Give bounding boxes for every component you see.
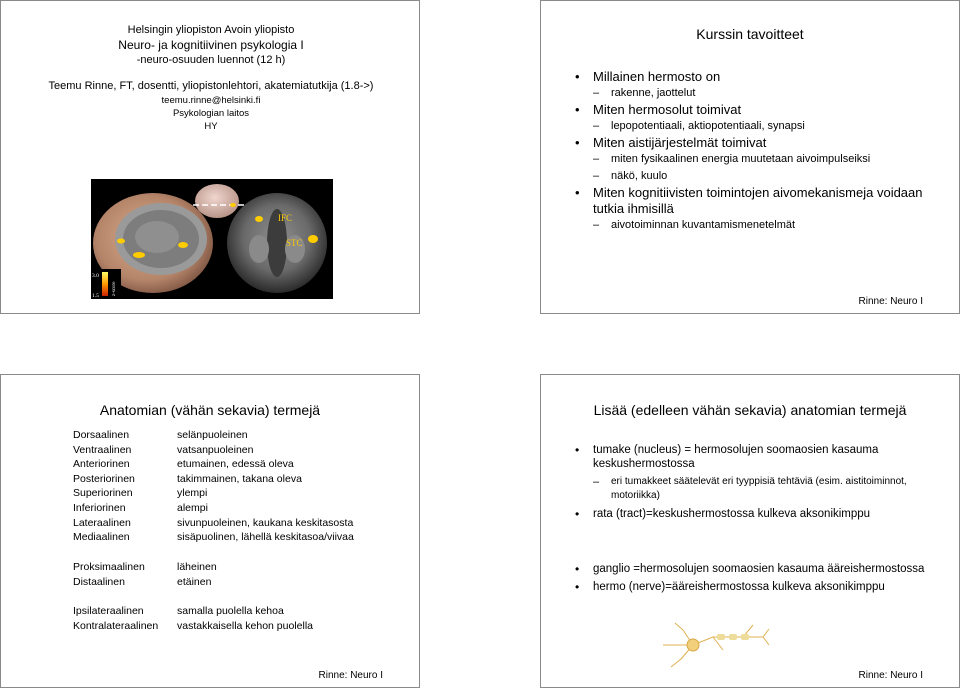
pns-terms-list (575, 562, 941, 598)
table-row (73, 619, 313, 634)
scale-max-label: 3.0 (92, 273, 99, 279)
activation-spot (178, 242, 188, 248)
goal-item: • Millainen hermosto on (575, 69, 939, 85)
course-title: Neuro- ja kognitiivinen psykologia I (118, 38, 304, 52)
slide-title: Lisää (edelleen vähän sekavia) anatomian termejä (593, 402, 907, 418)
definition: samalla puolella kehoa (177, 605, 284, 617)
term-item: • hermo (nerve)=ääreishermostossa kulkeva aksonikimppu (575, 580, 941, 594)
table-row (73, 560, 217, 575)
term: Kontralateraalinen (73, 619, 159, 632)
slide-title: Kurssin tavoitteet (696, 26, 804, 42)
distance-terms-table (73, 560, 217, 589)
definition: etumainen, edessä oleva (177, 458, 294, 471)
definition: sisäpuolinen, lähellä keskitasoa/viivaa (177, 531, 354, 544)
table-row (73, 604, 313, 619)
lecturer-email: teemu.rinne@helsinki.fi (161, 95, 261, 106)
goal-subitem: – rakenne, jaottelut (575, 85, 939, 101)
table-row (73, 575, 217, 590)
title-slide (0, 0, 420, 314)
lecturer-line: Teemu Rinne, FT, dosentti, yliopistonlehtori, akatemiatutkija (1.8->) (48, 80, 374, 92)
directional-terms-table (73, 428, 354, 545)
term: Anteriorinen (73, 458, 130, 471)
goal-subitem: – miten fysikaalinen energia muutetaan aivoimpulseiksi (575, 151, 939, 167)
term-item: • tumake (nucleus) = hermosolujen soomaosien kasauma keskushermostossa (575, 443, 941, 471)
term: Lateraalinen (73, 516, 131, 529)
course-goals-slide (540, 0, 960, 314)
definition: sivunpuoleinen, kaukana keskitasosta (177, 516, 354, 529)
ifc-label: IFC (278, 213, 293, 223)
table-row (73, 530, 354, 545)
university-line: Helsingin yliopiston Avoin yliopisto (127, 24, 295, 36)
slide-footer: Rinne: Neuro I (858, 670, 923, 681)
goal-subitem: – lepopotentiaali, aktiopotentiaali, synapsi (575, 118, 939, 134)
brain-activation-figure (91, 179, 333, 299)
slide-footer: Rinne: Neuro I (318, 670, 383, 681)
scale-unit-label: z-score (112, 281, 117, 296)
definition: läheinen (177, 561, 217, 573)
table-row (73, 486, 354, 501)
definition: vatsanpuoleinen (177, 443, 254, 456)
title-slide-header (1, 23, 420, 133)
term: Mediaalinen (73, 531, 130, 544)
slide-footer: Rinne: Neuro I (858, 296, 923, 307)
term: Superiorinen (73, 487, 133, 500)
term-item: • ganglio =hermosolujen soomaosien kasauma ääreishermostossa (575, 562, 941, 576)
activation-spot (133, 252, 145, 258)
goal-subitem: – aivotoiminnan kuvantamismenetelmät (575, 217, 939, 233)
activation-spot (308, 235, 318, 243)
color-scale (91, 269, 121, 299)
activation-spot (255, 216, 263, 222)
term-subitem: – eri tumakkeet säätelevät eri tyyppisiä tehtäviä (esim. aistitoiminnot, motoriikka) (575, 475, 941, 503)
goal-subitem: – näkö, kuulo (575, 168, 939, 184)
neuron-illustration (653, 615, 773, 675)
table-row (73, 428, 354, 443)
slide-title: Anatomian (vähän sekavia) termejä (99, 402, 321, 418)
term: Proksimaalinen (73, 561, 145, 573)
table-row (73, 457, 354, 472)
definition: selänpuoleinen (177, 429, 248, 441)
color-scale-box (91, 269, 121, 299)
department: Psykologian laitos (172, 108, 250, 119)
definition: etäinen (177, 575, 212, 588)
goal-item: • Miten kognitiivisten toimintojen aivomekanismeja voidaan tutkia ihmisillä (575, 185, 939, 217)
definition: ylempi (177, 487, 208, 500)
definition: vastakkaisella kehon puolella (177, 619, 314, 632)
goal-item: • Miten hermosolut toimivat (575, 102, 939, 118)
brain-scan-image (91, 179, 333, 299)
table-row (73, 472, 354, 487)
table-row (73, 443, 354, 458)
cns-terms-list (575, 443, 941, 525)
term: Dorsaalinen (73, 429, 130, 441)
term: Posteriorinen (73, 472, 135, 485)
course-subtitle: -neuro-osuuden luennot (12 h) (136, 54, 286, 66)
goal-item: • Miten aistijärjestelmät toimivat (575, 135, 939, 151)
side-terms-table (73, 604, 313, 633)
term: Distaalinen (73, 575, 125, 588)
term: Ipsilateraalinen (73, 605, 144, 617)
activation-spot (117, 239, 125, 244)
small-brain-render (195, 184, 239, 218)
term: Ventraalinen (73, 443, 132, 456)
definition: alempi (177, 501, 208, 514)
more-anatomy-terms-slide (540, 374, 960, 688)
table-row (73, 501, 354, 516)
term-item: • rata (tract)=keskushermostossa kulkeva aksonikimppu (575, 507, 941, 521)
definition: takimmainen, takana oleva (177, 472, 302, 485)
goals-list (575, 69, 939, 234)
stc-label: STC (286, 238, 303, 248)
scale-min-label: 1.5 (92, 293, 99, 299)
anatomy-terms-slide (0, 374, 420, 688)
table-row (73, 516, 354, 531)
university-abbrev: HY (204, 121, 218, 132)
term: Inferiorinen (73, 501, 126, 514)
